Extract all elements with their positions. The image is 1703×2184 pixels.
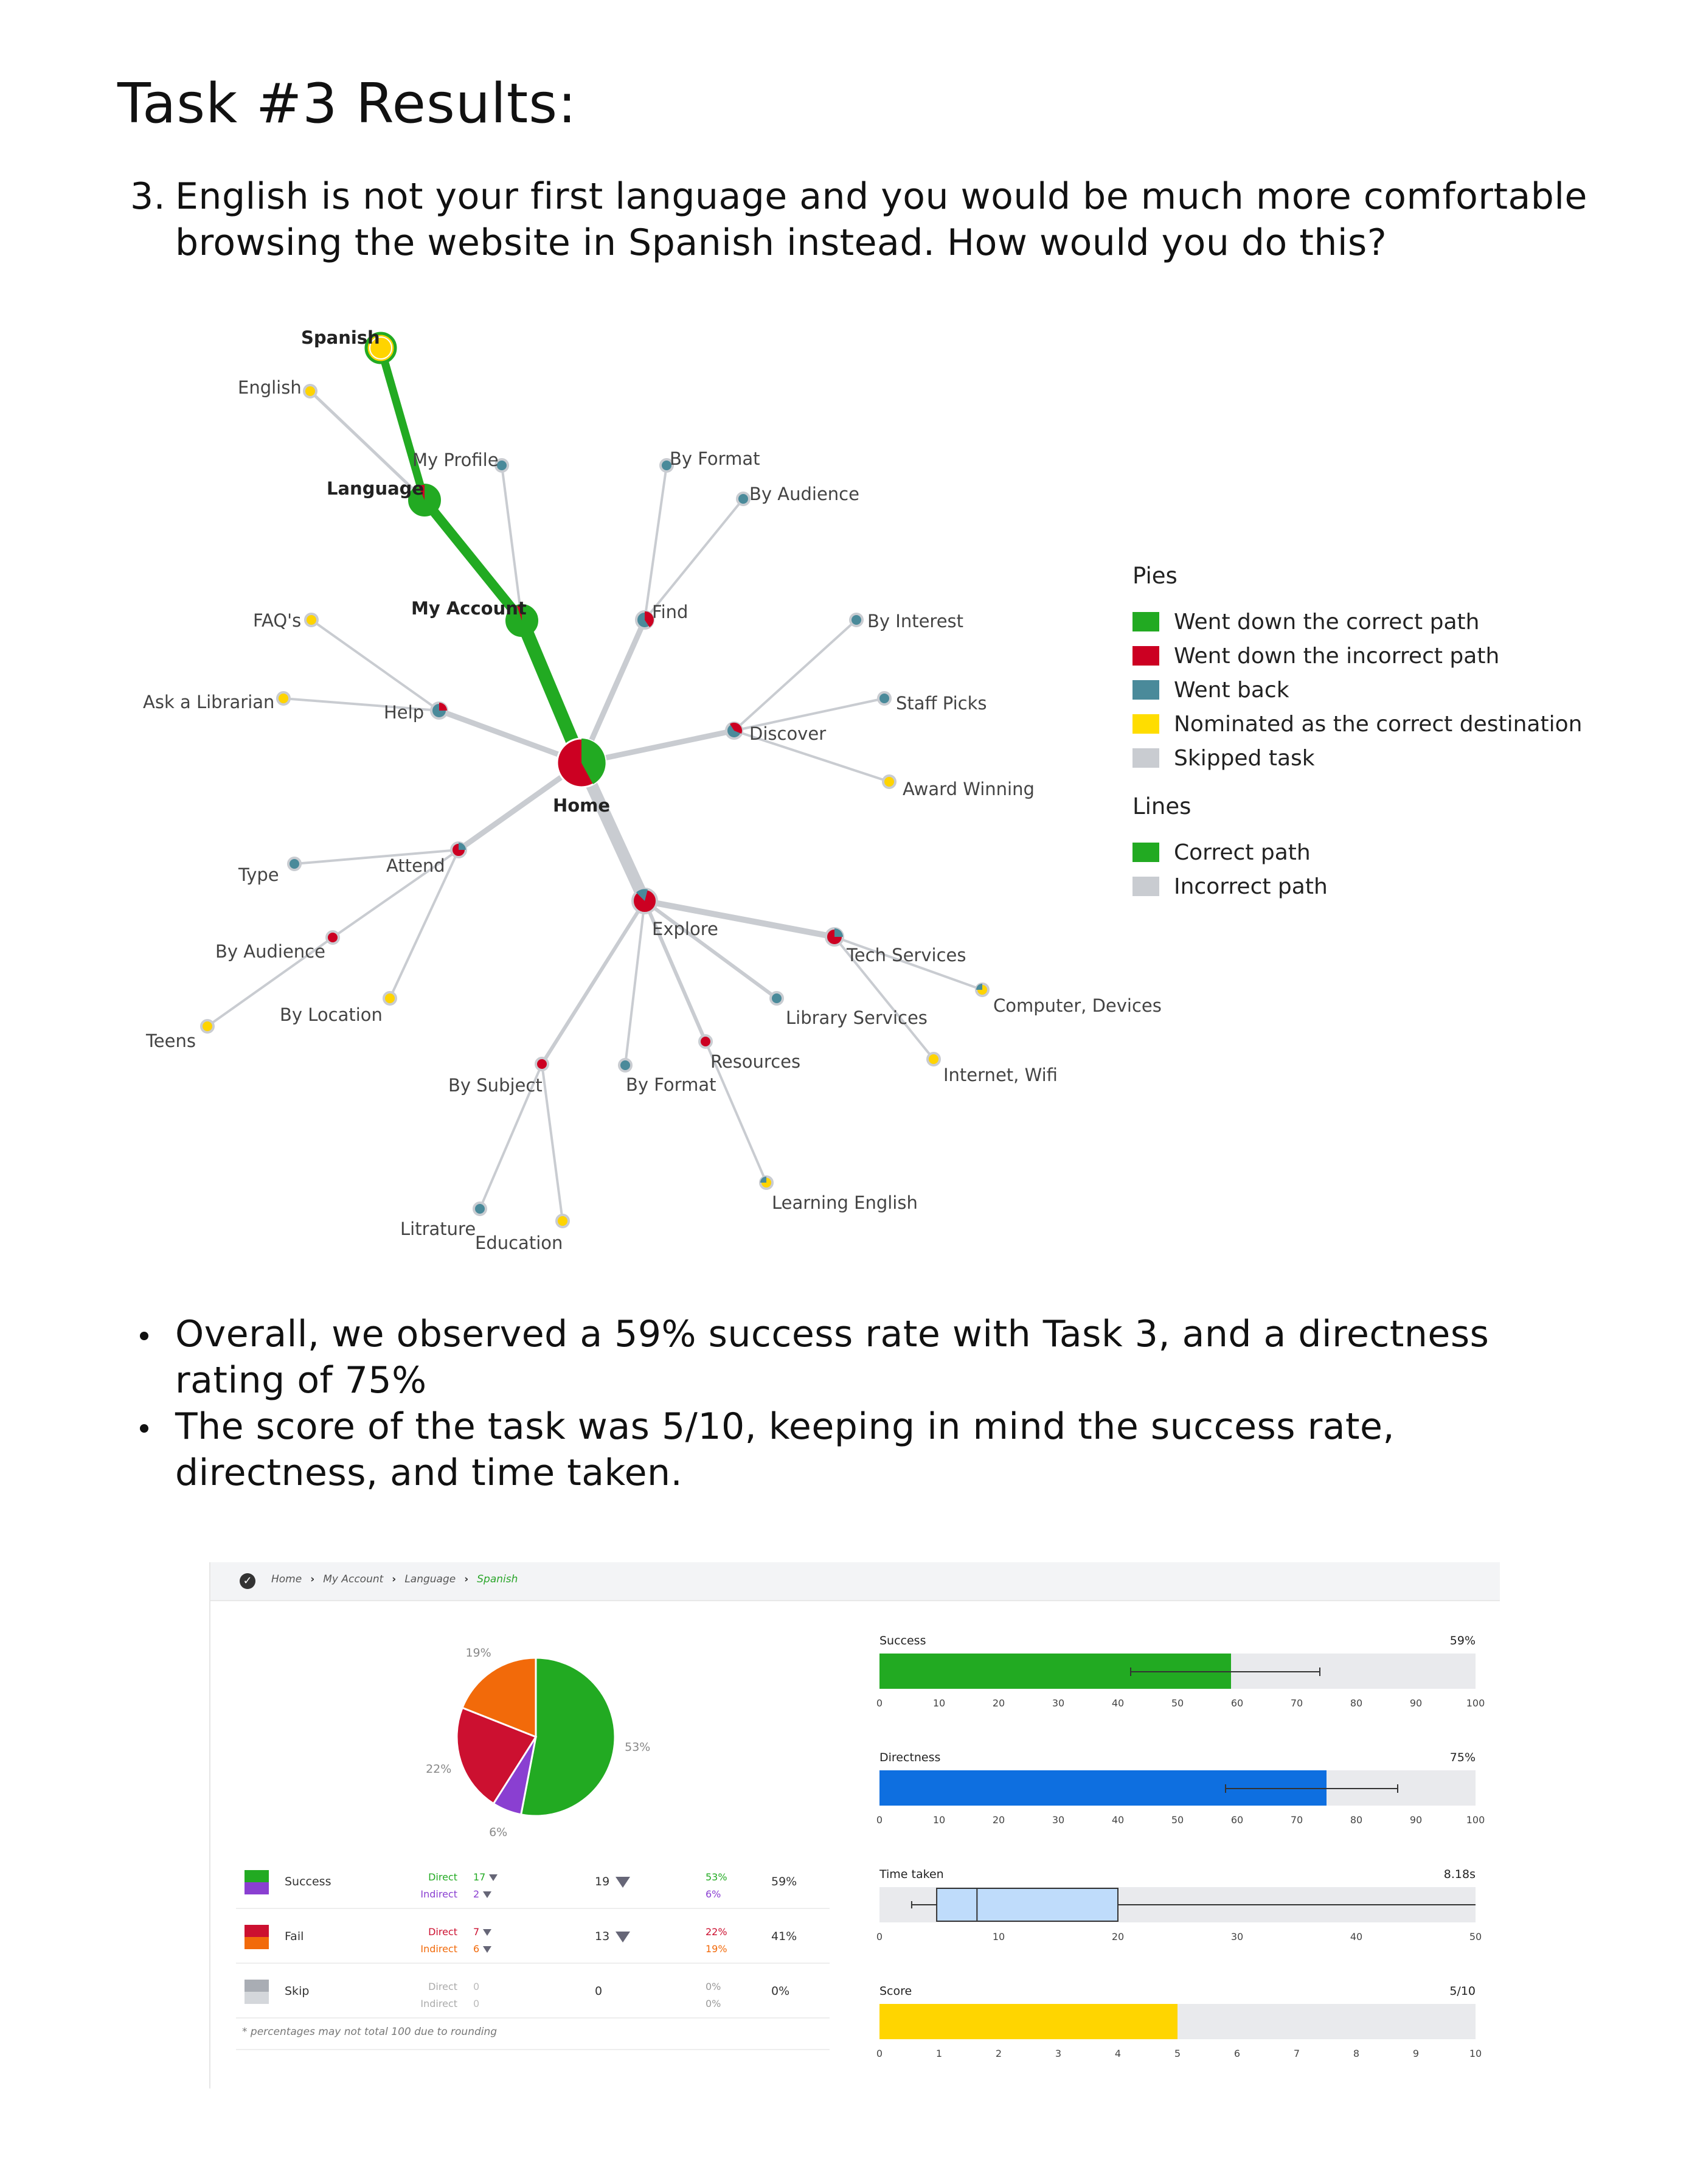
axis-tick-label: 40 (1111, 1697, 1125, 1709)
breadcrumb-item[interactable]: Spanish (477, 1573, 518, 1585)
legend-swatch (1132, 843, 1159, 862)
outcome-row (236, 1964, 830, 2019)
metric-track (879, 1770, 1476, 1806)
divider (236, 2049, 830, 2050)
metric-track (879, 2004, 1476, 2039)
node-bylocation (384, 992, 396, 1004)
axis-tick-label: 4 (1114, 2048, 1122, 2059)
node-english (304, 385, 316, 397)
label-libraryservices: Library Services (786, 1007, 928, 1028)
direct-count: 7 (473, 1924, 491, 1941)
metric-ticks (876, 1697, 1485, 1712)
legend-swatch (1132, 680, 1159, 700)
axis-tick-label: 9 (1412, 2048, 1420, 2059)
label-myprofile: My Profile (412, 450, 499, 470)
direct-indirect-labels (412, 1978, 457, 2012)
breadcrumb-item[interactable]: Language (404, 1573, 456, 1585)
axis-tick-label: 50 (1469, 1931, 1482, 1942)
label-bylocation: By Location (280, 1004, 383, 1025)
outcome-swatch (245, 1980, 269, 2004)
node-libraryservices (771, 992, 783, 1004)
axis-tick-label: 30 (1052, 1697, 1065, 1709)
indirect-count: 6 (473, 1941, 491, 1958)
indirect-percent: 0% (706, 1998, 721, 2009)
label-resources: Resources (710, 1051, 801, 1072)
label-teens: Teens (146, 1031, 196, 1051)
outcome-percentages (706, 1978, 721, 2012)
filter-icon[interactable] (483, 1946, 491, 1953)
axis-tick-label: 90 (1409, 1697, 1423, 1709)
direct-count: 17 (473, 1869, 498, 1886)
node-byformat-explore (619, 1059, 631, 1071)
axis-tick-label: 0 (876, 1931, 883, 1942)
chevron-right-icon: › (310, 1573, 315, 1585)
label-faqs: FAQ's (253, 610, 302, 631)
axis-tick-label: 70 (1290, 1697, 1303, 1709)
label-byinterest: By Interest (867, 611, 964, 631)
finding-item (130, 1311, 1602, 1403)
legend-swatch (1132, 748, 1159, 768)
legend-label: Skipped task (1174, 745, 1315, 771)
direct-indirect-counts (473, 1924, 491, 1958)
axis-tick-label: 100 (1466, 1697, 1485, 1709)
tree-legend (1132, 563, 1582, 903)
axis-tick-label: 20 (992, 1697, 1005, 1709)
legend-item (1132, 673, 1582, 707)
axis-tick-label: 80 (1350, 1697, 1363, 1709)
indirect-label: Indirect (420, 1943, 457, 1955)
finding-item (130, 1403, 1602, 1496)
label-internetwifi: Internet, Wifi (943, 1065, 1058, 1085)
indirect-label: Indirect (420, 1888, 457, 1900)
label-help: Help (384, 702, 425, 723)
metric-value: 59% (1449, 1634, 1476, 1647)
node-bysubject (536, 1058, 548, 1070)
axis-tick-label: 10 (932, 1697, 946, 1709)
results-dashboard (209, 1562, 1500, 2088)
outcome-rows (236, 1854, 830, 2019)
node-byinterest (850, 614, 862, 626)
pie-slice-label: 53% (625, 1740, 651, 1754)
node-help-wedge (439, 703, 447, 711)
node-resources (699, 1035, 712, 1048)
direct-indirect-counts (473, 1869, 498, 1903)
direct-count: 0 (473, 1981, 480, 1992)
node-techservices-wedge (834, 928, 843, 937)
node-staffpicks (878, 692, 890, 704)
label-awardwinning: Award Winning (903, 779, 1035, 799)
legend-swatch (1132, 877, 1159, 896)
node-computerdevices-wedge (976, 984, 982, 990)
tree-labels (143, 327, 1162, 1253)
label-explore: Explore (652, 919, 718, 939)
label-language: Language (327, 478, 425, 499)
legend-pies (1132, 605, 1582, 775)
label-english: English (238, 377, 302, 398)
metric-ticks (876, 1931, 1482, 1946)
axis-tick-label: 70 (1290, 1814, 1303, 1826)
legend-lines-title: Lines (1132, 793, 1191, 819)
label-spanish: Spanish (301, 327, 380, 348)
bullet-dot (140, 1332, 148, 1340)
axis-tick-label: 40 (1111, 1814, 1125, 1826)
tree-edges (207, 348, 982, 1221)
axis-tick-label: 7 (1293, 2048, 1300, 2059)
legend-lines (1132, 835, 1582, 903)
direct-label: Direct (428, 1871, 457, 1883)
filter-icon[interactable] (489, 1874, 498, 1881)
label-byaudience-find: By Audience (749, 484, 859, 504)
label-type: Type (238, 864, 279, 885)
direct-indirect-counts (473, 1978, 479, 2012)
indirect-percent: 19% (706, 1943, 727, 1955)
indirect-count: 0 (473, 1998, 480, 2009)
axis-tick-label: 0 (876, 2048, 883, 2059)
node-faqs (305, 614, 317, 626)
finding-text: The score of the task was 5/10, keeping in mind the success rate, directness, and time taken. (175, 1405, 1395, 1494)
bullet-dot (140, 1424, 148, 1433)
outcome-total: 0 (595, 1984, 603, 1998)
outcome-percent-total: 59% (771, 1875, 797, 1888)
direct-label: Direct (428, 1926, 457, 1938)
label-discover: Discover (749, 723, 827, 744)
chevron-right-icon: › (464, 1573, 469, 1585)
finding-text: Overall, we observed a 59% success rate with Task 3, and a directness rating of 75% (175, 1313, 1490, 1402)
error-bar (1130, 1671, 1321, 1672)
axis-tick-label: 0 (876, 1697, 883, 1709)
label-attend: Attend (386, 855, 445, 876)
axis-tick-label: 30 (1230, 1931, 1244, 1942)
outcome-percent-total: 0% (771, 1984, 790, 1998)
node-byaudience-find (737, 493, 749, 505)
label-byaudience-attend: By Audience (215, 941, 325, 962)
axis-tick-label: 20 (1111, 1931, 1125, 1942)
label-bysubject: By Subject (448, 1075, 543, 1096)
outcome-label: Success (285, 1875, 331, 1888)
legend-label: Incorrect path (1174, 874, 1328, 899)
label-education: Education (475, 1233, 563, 1253)
node-awardwinning (883, 776, 895, 788)
filter-icon[interactable] (483, 1929, 491, 1936)
label-techservices: Tech Services (847, 945, 966, 965)
page-title: Task #3 Results: (117, 72, 577, 136)
legend-swatch (1132, 612, 1159, 631)
edge-help-faqs (311, 620, 439, 711)
metric-ticks (876, 2048, 1482, 2062)
filter-icon[interactable] (483, 1891, 491, 1898)
label-myaccount: My Account (411, 598, 527, 619)
metric-title: Directness (879, 1751, 941, 1764)
outcome-swatch (245, 1925, 269, 1949)
legend-label: Went down the correct path (1174, 609, 1480, 635)
pie-slice-label: 22% (426, 1762, 452, 1776)
breadcrumb-item[interactable]: My Account (323, 1573, 384, 1585)
outcome-total: 19 (595, 1875, 630, 1888)
direct-indirect-labels (412, 1869, 457, 1903)
legend-swatch (1132, 714, 1159, 734)
legend-pies-title: Pies (1132, 563, 1178, 589)
breadcrumb-item[interactable]: Home (271, 1573, 302, 1585)
time-boxplot (879, 1887, 1476, 1922)
label-learningenglish: Learning English (772, 1192, 918, 1213)
metric-value: 5/10 (1449, 1984, 1476, 1998)
node-asklibrarian (277, 692, 290, 704)
outcome-swatch (245, 1870, 269, 1894)
outcome-total: 13 (595, 1930, 630, 1943)
label-computerdevices: Computer, Devices (993, 995, 1162, 1016)
findings-list (130, 1311, 1602, 1496)
axis-tick-label: 3 (1055, 2048, 1062, 2059)
outcome-label: Fail (285, 1930, 304, 1943)
axis-tick-label: 60 (1230, 1697, 1244, 1709)
axis-tick-label: 1 (935, 2048, 943, 2059)
outcome-percentages (706, 1869, 727, 1903)
outcome-percent-total: 41% (771, 1930, 797, 1943)
node-type (288, 858, 300, 870)
metric-value: 75% (1449, 1751, 1476, 1764)
outcome-row (236, 1854, 830, 1909)
outcome-percentages (706, 1924, 727, 1958)
legend-label: Went back (1174, 677, 1289, 703)
label-find: Find (652, 602, 688, 622)
tree-nodes (201, 333, 988, 1227)
filter-icon[interactable] (616, 1877, 630, 1888)
axis-tick-label: 100 (1466, 1814, 1485, 1826)
edge-discover-byinterest (734, 620, 856, 731)
label-home: Home (552, 795, 611, 816)
indirect-label: Indirect (420, 1998, 457, 2009)
rounding-note: * percentages may not total 100 due to rounding (242, 2026, 498, 2038)
outcome-label: Skip (285, 1984, 310, 1998)
pie-slice-label: 19% (465, 1646, 491, 1660)
question-number: 3. (130, 175, 166, 218)
error-bar (1225, 1788, 1398, 1789)
metric-track (879, 1654, 1476, 1689)
metric-track (879, 1887, 1476, 1922)
node-education (557, 1215, 569, 1227)
node-learningenglish-wedge (760, 1177, 766, 1183)
indirect-count: 2 (473, 1886, 498, 1903)
axis-tick-label: 10 (932, 1814, 946, 1826)
outcome-table (236, 1854, 830, 2019)
axis-tick-label: 5 (1174, 2048, 1181, 2059)
axis-tick-label: 50 (1171, 1697, 1184, 1709)
legend-label: Correct path (1174, 840, 1311, 865)
legend-item (1132, 639, 1582, 673)
metric-title: Score (879, 1984, 912, 1998)
question (130, 173, 1602, 266)
label-byformat-find: By Format (670, 448, 760, 469)
direct-percent: 22% (706, 1926, 727, 1938)
axis-tick-label: 10 (1469, 2048, 1482, 2059)
direct-indirect-labels (412, 1924, 457, 1958)
legend-label: Nominated as the correct destination (1174, 711, 1583, 737)
metric-ticks (876, 1814, 1485, 1829)
node-byaudience-attend (327, 931, 339, 944)
axis-tick-label: 10 (992, 1931, 1005, 1942)
metric-title: Time taken (879, 1868, 944, 1881)
axis-tick-label: 8 (1353, 2048, 1360, 2059)
axis-tick-label: 2 (995, 2048, 1002, 2059)
direct-percent: 53% (706, 1871, 727, 1883)
legend-swatch (1132, 646, 1159, 666)
chevron-right-icon: › (392, 1573, 397, 1585)
legend-item (1132, 835, 1582, 869)
boxplot-box (937, 1888, 1118, 1921)
axis-tick-label: 60 (1230, 1814, 1244, 1826)
metric-value: 8.18s (1443, 1868, 1476, 1881)
outcome-pie-chart (210, 1562, 855, 1854)
outcome-row (236, 1909, 830, 1964)
axis-tick-label: 6 (1233, 2048, 1241, 2059)
pie-slice-label: 6% (489, 1826, 508, 1840)
metric-fill (879, 2004, 1178, 2039)
label-litrature: Litrature (400, 1219, 476, 1239)
label-asklibrarian: Ask a Librarian (143, 692, 275, 712)
node-teens (201, 1020, 213, 1032)
legend-item (1132, 707, 1582, 741)
axis-tick-label: 0 (876, 1814, 883, 1826)
edge-bysubject-education (542, 1064, 563, 1221)
metric-title: Success (879, 1634, 926, 1647)
label-staffpicks: Staff Picks (896, 693, 987, 714)
axis-tick-label: 90 (1409, 1814, 1423, 1826)
axis-tick-label: 20 (992, 1814, 1005, 1826)
axis-tick-label: 30 (1052, 1814, 1065, 1826)
legend-label: Went down the incorrect path (1174, 643, 1500, 669)
axis-tick-label: 50 (1171, 1814, 1184, 1826)
node-internetwifi (928, 1053, 940, 1065)
axis-tick-label: 80 (1350, 1814, 1363, 1826)
axis-tick-label: 40 (1350, 1931, 1363, 1942)
question-text: English is not your first language and you would be much more comfortable browsing the website in Spanish instead. How would you do this? (175, 175, 1587, 264)
legend-item (1132, 741, 1582, 775)
direct-percent: 0% (706, 1981, 721, 1992)
indirect-percent: 6% (706, 1888, 721, 1900)
label-byformat-explore: By Format (626, 1074, 716, 1095)
node-litrature (474, 1203, 486, 1215)
legend-item (1132, 869, 1582, 903)
legend-item (1132, 605, 1582, 639)
direct-label: Direct (428, 1981, 457, 1992)
filter-icon[interactable] (616, 1932, 630, 1942)
check-icon: ✓ (240, 1573, 255, 1589)
